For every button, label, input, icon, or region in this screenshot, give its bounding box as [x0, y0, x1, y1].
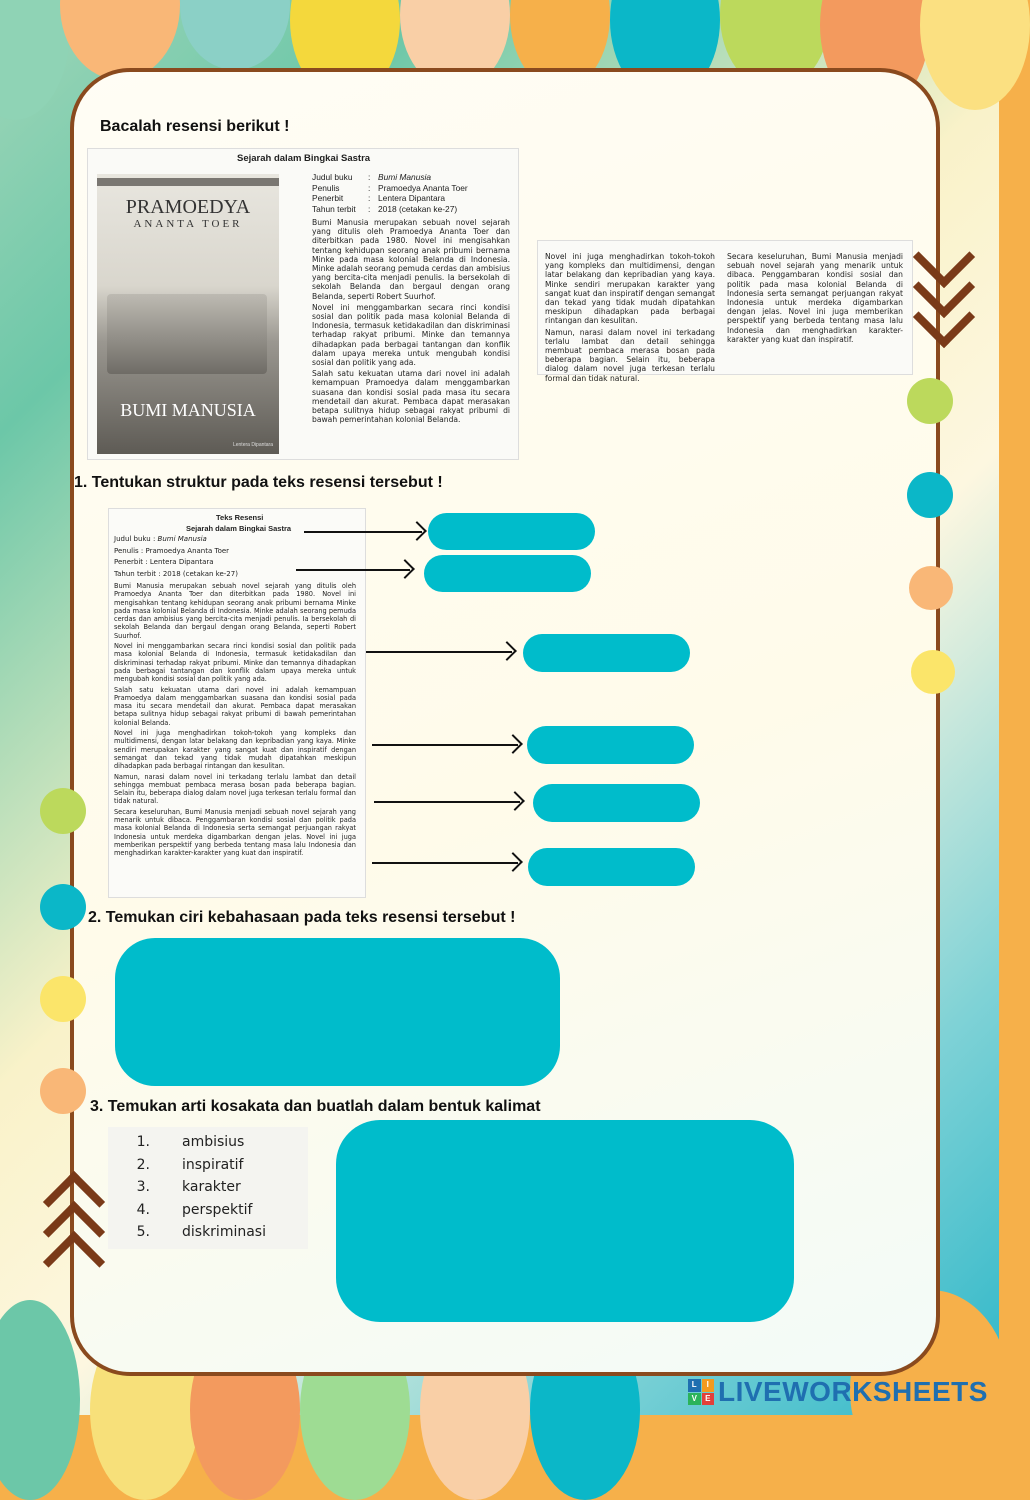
decor-dot	[40, 976, 86, 1022]
answer-box-structure-1[interactable]	[428, 513, 595, 550]
cover-illustration	[107, 294, 267, 374]
review-paragraph: Bumi Manusia merupakan sebuah novel sejarah yang ditulis oleh Pramoedya Ananta Toer dan diterbitkan pada 1980. Novel ini mengisahkan tentang kehidupan seorang anak pribumi bernama Minke pada masa kolonial Belanda di Indonesia. Minke adalah seorang pemuda cerdas dan ambisius yang bercita-cita menjadi penulis. Ia bersekolah di sekolah Belanda dan bergaul dengan orang Belanda, seperti Robert Suurhof.	[312, 218, 510, 301]
structure-paragraph: Salah satu kekuatan utama dari novel ini adalah kemampuan Pramoedya dalam menggambarkan suasana dan kondisi sosial pada masa itu secara mendetail dan akurat. Pembaca dapat merasakan betapa sulitnya hidup sebagai rakyat pribumi di bawah pemerintahan kolonial Belanda.	[114, 685, 356, 727]
structure-paragraph: Secara keseluruhan, Bumi Manusia menjadi sebuah novel sejarah yang menarik untuk dibaca. Penggambaran kondisi sosial dan politik pada masa kolonial Belanda di Indonesia serta semangat perjuangan rakyat Indonesia untuk merdeka digambarkan dengan jelas. Novel ini juga memberikan perspektif yang berbeda tentang masa lalu Indonesia dan menghadirkan karakter-karakter yang kuat dan inspiratif.	[114, 807, 356, 858]
structure-heading: Sejarah dalam Bingkai Sastra	[186, 524, 292, 533]
question-3: 3. Temukan arti kosakata dan buatlah dalam bentuk kalimat	[90, 1098, 541, 1115]
decor-dot	[40, 1068, 86, 1114]
structure-paragraph: Novel ini juga menghadirkan tokoh-tokoh yang kompleks dan multidimensi, dengan latar belakang dan kepribadian yang kaya. Minke sendiri merupakan karakter yang sangat kuat dan inspiratif dengan semangat dan tekad yang tidak mudah dipatahkan meskipun dihadapkan pada berbagai rintangan dan kesulitan.	[114, 729, 356, 771]
review-scan-continued	[537, 240, 913, 383]
logo-text: LIVEWORKSHEETS	[718, 1376, 988, 1407]
structure-body	[114, 582, 356, 860]
vocab-item: 5. diskriminasi	[136, 1224, 266, 1240]
vocab-item: 1. ambisius	[136, 1134, 245, 1150]
answer-box-structure-4[interactable]	[527, 726, 694, 764]
intro-instruction: Bacalah resensi berikut !	[100, 118, 290, 135]
arrow-icon	[296, 569, 410, 571]
vocab-item: 2. inspiratif	[136, 1156, 244, 1173]
structure-label: Teks Resensi	[216, 513, 264, 522]
cover-author: PRAMOEDYA	[125, 196, 251, 218]
review-meta	[312, 172, 468, 214]
review-column	[545, 252, 715, 385]
vocab-item: 3. karakter	[136, 1179, 241, 1195]
arrow-icon	[366, 651, 512, 653]
decor-dot	[40, 884, 86, 930]
arrow-icon	[304, 531, 422, 533]
meta-row: Judul buku : Bumi Manusia	[312, 172, 432, 182]
liveworksheets-logo	[688, 1376, 988, 1408]
vocab-item: 4. perspektif	[136, 1201, 253, 1218]
review-paragraph: Novel ini juga menghadirkan tokoh-tokoh yang kompleks dan multidimensi, dengan latar belakang dan kepribadian yang kaya. Minke sendiri merupakan karakter yang sangat kuat dan inspiratif dengan semangat dan tekad yang tidak mudah dipatahkan meskipun dihadapkan pada berbagai rintangan dan kesulitan.	[545, 252, 715, 326]
logo-badge: L I V E	[688, 1379, 714, 1405]
meta-row: Penulis : Pramoedya Ananta Toer	[312, 182, 468, 193]
arrow-icon	[374, 801, 520, 803]
decor-dot	[40, 788, 86, 834]
answer-box-vocabulary[interactable]	[336, 1120, 794, 1322]
structure-text-scan	[108, 508, 366, 898]
review-paragraph: Namun, narasi dalam novel ini terkadang terlalu lambat dan detail sehingga membuat pembaca merasa bosan pada beberapa bagian. Selain itu, beberapa dialog dalam novel juga terkesan terlalu formal dan tidak natural.	[545, 327, 715, 383]
review-paragraph: Novel ini menggambarkan secara rinci kondisi sosial dan politik pada masa kolonial Belanda di Indonesia, termasuk ketidakadilan dan diskriminasi terhadap rakyat pribumi. Minke dan temannya dihadapkan pada berbagai tantangan dan konflik dalam upaya mereka untuk mengubah kondisi sosial dan politik yang ada.	[312, 302, 510, 368]
structure-paragraph: Novel ini menggambarkan secara rinci kondisi sosial dan politik pada masa kolonial Belanda di Indonesia, termasuk ketidakadilan dan diskriminasi terhadap rakyat pribumi. Minke dan temannya dihadapkan pada berbagai tantangan dan konflik dalam upaya mereka untuk mengubah kondisi sosial dan politik yang ada.	[114, 642, 356, 684]
answer-box-structure-3[interactable]	[523, 634, 690, 672]
cover-publisher: Lentera Dipantara	[232, 442, 273, 448]
meta-row: Tahun terbit : 2018 (cetakan ke-27)	[312, 203, 458, 214]
decor-dot	[909, 566, 953, 610]
review-paragraph: Salah satu kekuatan utama dari novel ini adalah kemampuan Pramoedya dalam menggambarkan suasana dan kondisi sosial pada masa itu secara mendetail dan akurat. Pembaca dapat merasakan betapa sulitnya hidup sebagai rakyat pribumi di bawah pemerintahan kolonial Belanda.	[312, 369, 510, 425]
cover-author-sub: ANANTA TOER	[133, 218, 243, 230]
review-heading: Sejarah dalam Bingkai Sastra	[237, 153, 371, 164]
question-1: 1. Tentukan struktur pada teks resensi tersebut !	[74, 474, 443, 491]
structure-paragraph: Bumi Manusia merupakan sebuah novel sejarah yang ditulis oleh Pramoedya Ananta Toer dan diterbitkan pada 1980. Novel ini mengisahkan tentang kehidupan seorang anak pribumi bernama Minke pada masa kolonial Belanda di Indonesia. Minke adalah seorang pemuda cerdas dan ambisius yang bercita-cita menjadi penulis. Ia bersekolah di sekolah Belanda dan bergaul dengan orang Belanda, seperti Robert Suurhof.	[114, 582, 356, 640]
cover-title: BUMI MANUSIA	[120, 400, 256, 420]
review-paragraph: Secara keseluruhan, Bumi Manusia menjadi sebuah novel sejarah yang menarik untuk dibaca. Penggambaran kondisi sosial dan politik pada masa kolonial Belanda di Indonesia serta semangat perjuangan rakyat Indonesia untuk merdeka digambarkan dengan jelas. Novel ini juga memberikan perspektif yang berbeda tentang masa lalu Indonesia dan menghadirkan karakter-karakter yang kuat dan inspiratif.	[727, 252, 903, 344]
answer-box-structure-5[interactable]	[533, 784, 700, 822]
structure-meta: Judul buku : Bumi Manusia Penulis : Pramoedya Ananta Toer Penerbit : Lentera Dipantara Tahun terbit : 2018 (cetakan ke-27)	[114, 535, 238, 578]
vocabulary-list	[108, 1127, 308, 1249]
arrow-icon	[372, 862, 518, 864]
structure-paragraph: Namun, narasi dalam novel ini terkadang terlalu lambat dan detail sehingga membuat pembaca merasa bosan pada beberapa bagian. Selain itu, beberapa dialog dalam novel juga terkesan terlalu formal dan tidak natural.	[114, 772, 356, 806]
decor-dot	[911, 650, 955, 694]
review-scan	[87, 148, 519, 460]
answer-box-structure-6[interactable]	[528, 848, 695, 886]
question-2: 2. Temukan ciri kebahasaan pada teks resensi tersebut !	[88, 909, 516, 926]
decor-dot	[907, 378, 953, 424]
book-cover	[97, 174, 279, 454]
arrow-icon	[372, 744, 518, 746]
answer-box-structure-2[interactable]	[424, 555, 591, 592]
meta-row: Penerbit : Lentera Dipantara	[312, 193, 446, 203]
decor-dot	[907, 472, 953, 518]
answer-box-language-features[interactable]	[115, 938, 560, 1086]
review-body	[312, 218, 510, 426]
review-column	[727, 252, 903, 346]
